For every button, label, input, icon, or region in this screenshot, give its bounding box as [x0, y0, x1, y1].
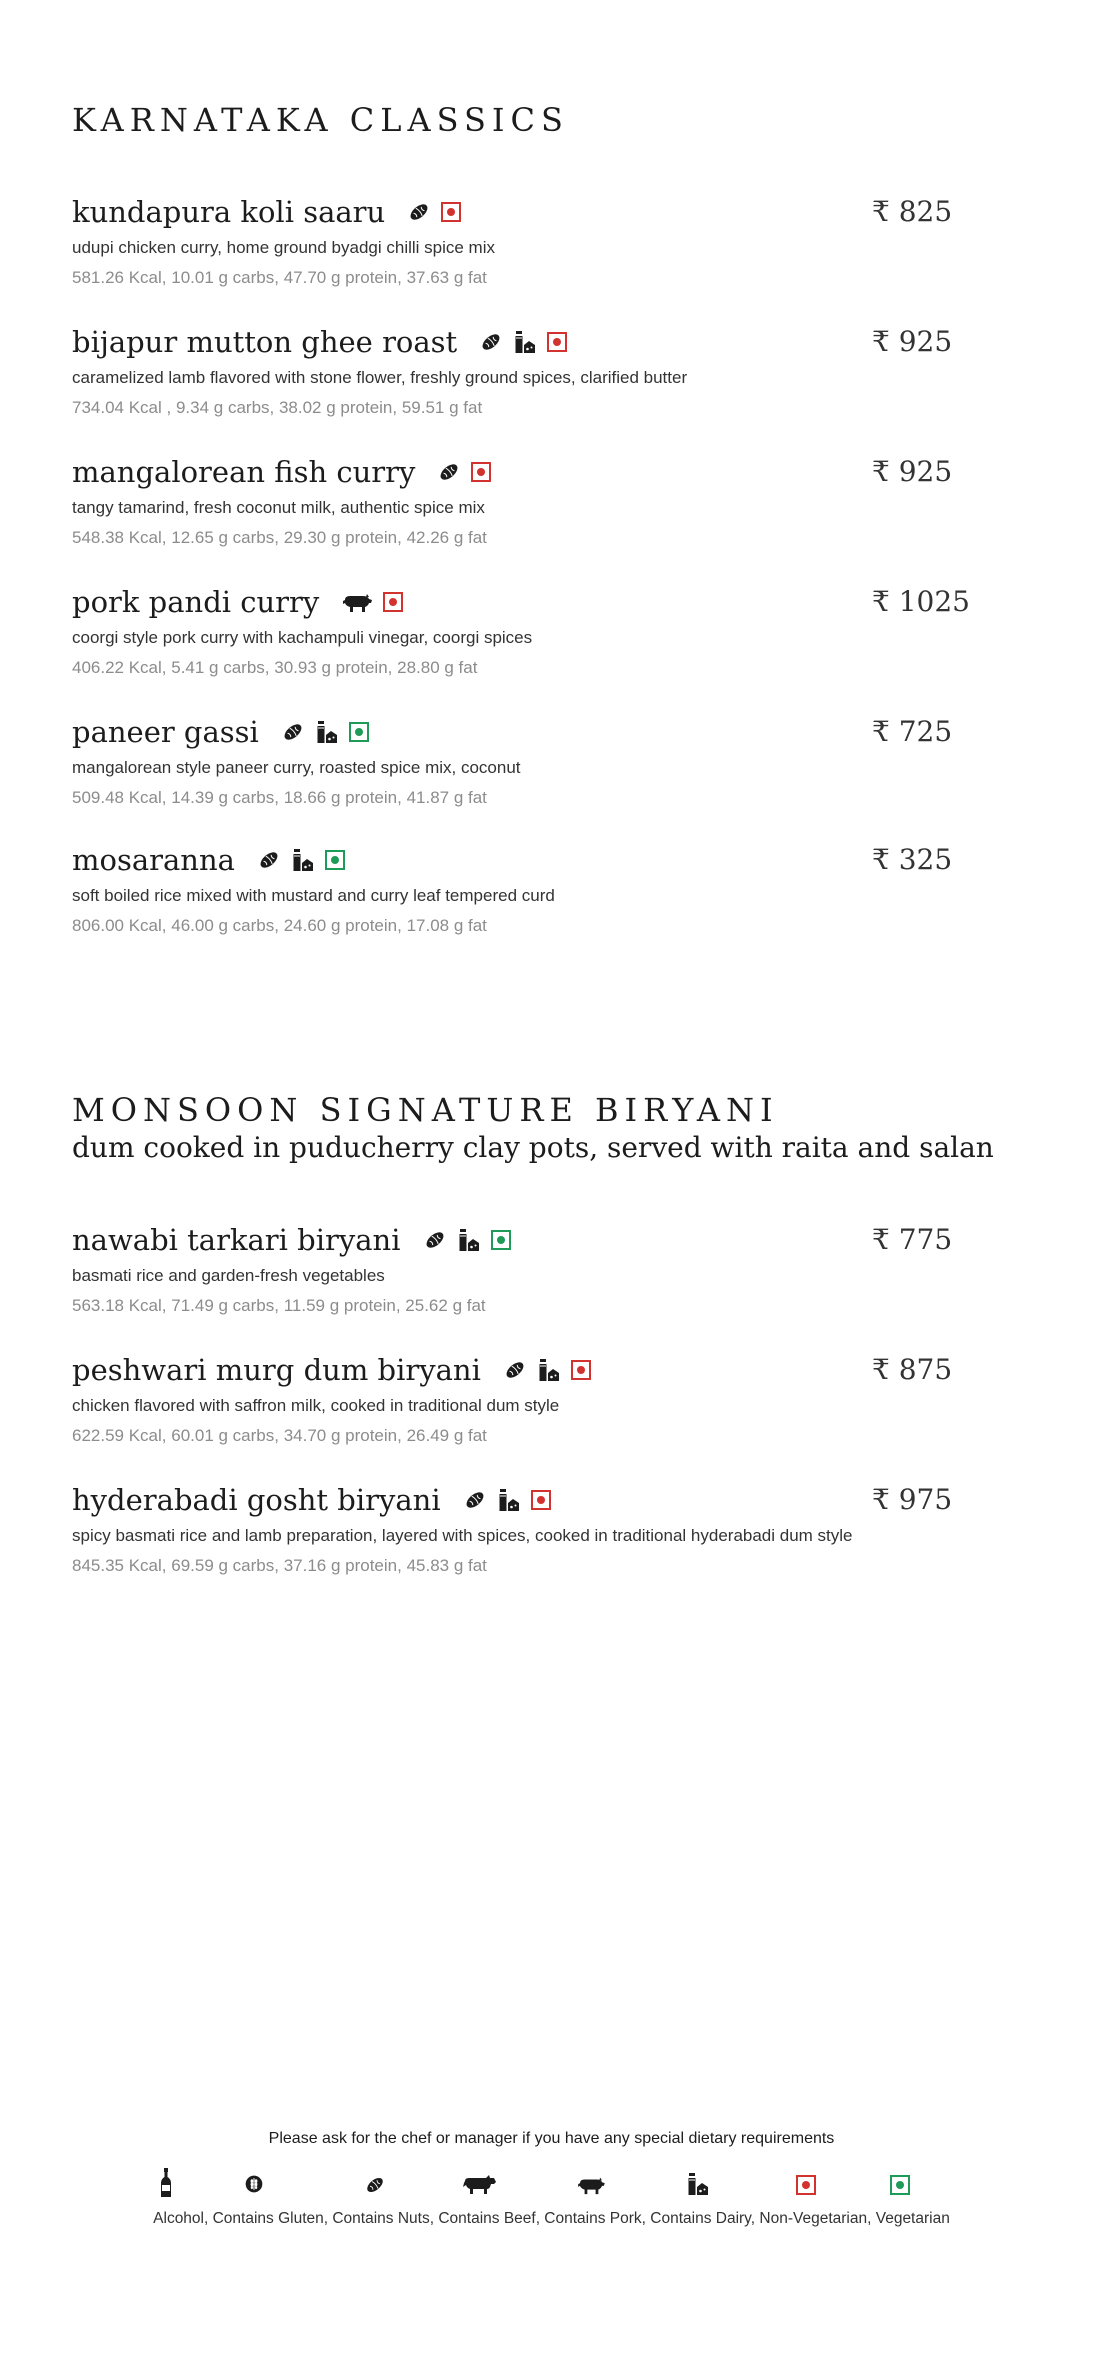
dish-name: mangalorean fish curry — [72, 455, 416, 489]
dish-price: ₹ 325 — [872, 843, 953, 876]
dish-dietary-icons — [257, 848, 345, 872]
dish-price: ₹ 925 — [872, 325, 953, 358]
dairy-icon — [457, 1228, 481, 1252]
dish-description: udupi chicken curry, home ground byadgi chilli spice mix — [72, 238, 495, 257]
veg-icon — [325, 850, 345, 870]
nuts-icon — [257, 848, 281, 872]
pork-icon — [341, 590, 373, 614]
dish-dietary-icons — [437, 460, 491, 484]
dish-item — [72, 838, 972, 948]
dish-nutrition: 622.59 Kcal, 60.01 g carbs, 34.70 g protein, 26.49 g fat — [72, 1426, 487, 1445]
dairy-icon — [537, 1358, 561, 1382]
dish-dietary-icons — [423, 1228, 511, 1252]
dish-name: peshwari murg dum biryani — [72, 1353, 481, 1387]
dish-nutrition: 734.04 Kcal , 9.34 g carbs, 38.02 g protein, 59.51 g fat — [72, 398, 483, 417]
dish-nutrition: 581.26 Kcal, 10.01 g carbs, 47.70 g protein, 37.63 g fat — [72, 268, 487, 287]
dish-dietary-icons — [503, 1358, 591, 1382]
dish-name: kundapura koli saaru — [72, 195, 386, 229]
dish-nutrition: 548.38 Kcal, 12.65 g carbs, 29.30 g protein, 42.26 g fat — [72, 528, 487, 547]
dish-header — [72, 320, 972, 364]
dish-item — [72, 1478, 972, 1588]
beef-icon — [462, 2172, 498, 2196]
dairy-icon — [497, 1488, 521, 1512]
dish-description: basmati rice and garden-fresh vegetables — [72, 1266, 385, 1285]
non-veg-icon — [383, 592, 403, 612]
dish-item — [72, 320, 972, 430]
nuts-icon — [281, 720, 305, 744]
non-veg-icon — [547, 332, 567, 352]
nuts-icon — [479, 330, 503, 354]
section-karnataka-classics — [72, 100, 972, 140]
dish-item — [72, 1348, 972, 1458]
dish-nutrition: 406.22 Kcal, 5.41 g carbs, 30.93 g protein, 28.80 g fat — [72, 658, 478, 677]
non-veg-icon — [571, 1360, 591, 1380]
gluten-icon — [244, 2174, 264, 2194]
dish-description: spicy basmati rice and lamb preparation, layered with spices, cooked in traditional hyderabadi dum style — [72, 1526, 853, 1545]
dish-dietary-icons — [341, 590, 403, 614]
dish-name: bijapur mutton ghee roast — [72, 325, 458, 359]
veg-icon — [890, 2175, 910, 2195]
veg-icon — [349, 722, 369, 742]
non-veg-icon — [796, 2175, 816, 2195]
dish-item — [72, 580, 972, 690]
dish-header — [72, 1478, 972, 1522]
legend-icons — [0, 2168, 1103, 2204]
dish-price: ₹ 925 — [872, 455, 953, 488]
dish-description: soft boiled rice mixed with mustard and curry leaf tempered curd — [72, 886, 555, 905]
dish-dietary-icons — [407, 200, 461, 224]
section-monsoon-signature-biryani — [72, 1090, 994, 1166]
dish-description: chicken flavored with saffron milk, cooked in traditional dum style — [72, 1396, 560, 1415]
dish-description: mangalorean style paneer curry, roasted spice mix, coconut — [72, 758, 521, 777]
dairy-icon — [315, 720, 339, 744]
section-title: KARNATAKA CLASSICS — [72, 101, 569, 139]
dish-header — [72, 580, 972, 624]
dairy-icon — [513, 330, 537, 354]
nuts-icon — [364, 2174, 386, 2196]
non-veg-icon — [531, 1490, 551, 1510]
dish-price: ₹ 1025 — [872, 585, 970, 618]
dish-item — [72, 450, 972, 560]
dish-name: mosaranna — [72, 843, 235, 877]
section-subtitle: dum cooked in puducherry clay pots, served with raita and salan — [72, 1131, 994, 1164]
dish-header — [72, 710, 972, 754]
dish-item — [72, 190, 972, 300]
dish-dietary-icons — [479, 330, 567, 354]
dish-price: ₹ 825 — [872, 195, 953, 228]
dish-price: ₹ 725 — [872, 715, 953, 748]
dish-price: ₹ 975 — [872, 1483, 953, 1516]
nuts-icon — [423, 1228, 447, 1252]
dish-dietary-icons — [463, 1488, 551, 1512]
dish-header — [72, 450, 972, 494]
nuts-icon — [463, 1488, 487, 1512]
pork-icon — [576, 2174, 606, 2196]
dish-dietary-icons — [281, 720, 369, 744]
dish-name: nawabi tarkari biryani — [72, 1223, 401, 1257]
dish-nutrition: 509.48 Kcal, 14.39 g carbs, 18.66 g protein, 41.87 g fat — [72, 788, 487, 807]
dietary-note: Please ask for the chef or manager if you have any special dietary requirements — [268, 2130, 835, 2147]
dish-description: coorgi style pork curry with kachampuli vinegar, coorgi spices — [72, 628, 533, 647]
dairy-icon — [686, 2172, 710, 2196]
dish-item — [72, 1218, 972, 1328]
dish-name: paneer gassi — [72, 715, 259, 749]
dish-item — [72, 710, 972, 820]
veg-icon — [491, 1230, 511, 1250]
section-title: MONSOON SIGNATURE BIRYANI — [72, 1091, 779, 1129]
dairy-icon — [291, 848, 315, 872]
dish-name: pork pandi curry — [72, 585, 320, 619]
dish-header — [72, 1348, 972, 1392]
alcohol-icon — [160, 2168, 172, 2198]
dish-header — [72, 190, 972, 234]
dish-description: caramelized lamb flavored with stone flower, freshly ground spices, clarified butter — [72, 368, 688, 387]
nuts-icon — [407, 200, 431, 224]
dish-nutrition: 563.18 Kcal, 71.49 g carbs, 11.59 g protein, 25.62 g fat — [72, 1296, 486, 1315]
dish-nutrition: 806.00 Kcal, 46.00 g carbs, 24.60 g protein, 17.08 g fat — [72, 916, 487, 935]
dish-header — [72, 1218, 972, 1262]
non-veg-icon — [441, 202, 461, 222]
dish-price: ₹ 875 — [872, 1353, 953, 1386]
dish-nutrition: 845.35 Kcal, 69.59 g carbs, 37.16 g protein, 45.83 g fat — [72, 1556, 487, 1575]
dish-name: hyderabadi gosht biryani — [72, 1483, 441, 1517]
non-veg-icon — [471, 462, 491, 482]
dish-price: ₹ 775 — [872, 1223, 953, 1256]
legend-text: Alcohol, Contains Gluten, Contains Nuts, Contains Beef, Contains Pork, Contains Dairy, Non-Vegetarian, Vegetarian — [153, 2210, 950, 2227]
dish-header — [72, 838, 972, 882]
dish-description: tangy tamarind, fresh coconut milk, authentic spice mix — [72, 498, 485, 517]
nuts-icon — [437, 460, 461, 484]
nuts-icon — [503, 1358, 527, 1382]
